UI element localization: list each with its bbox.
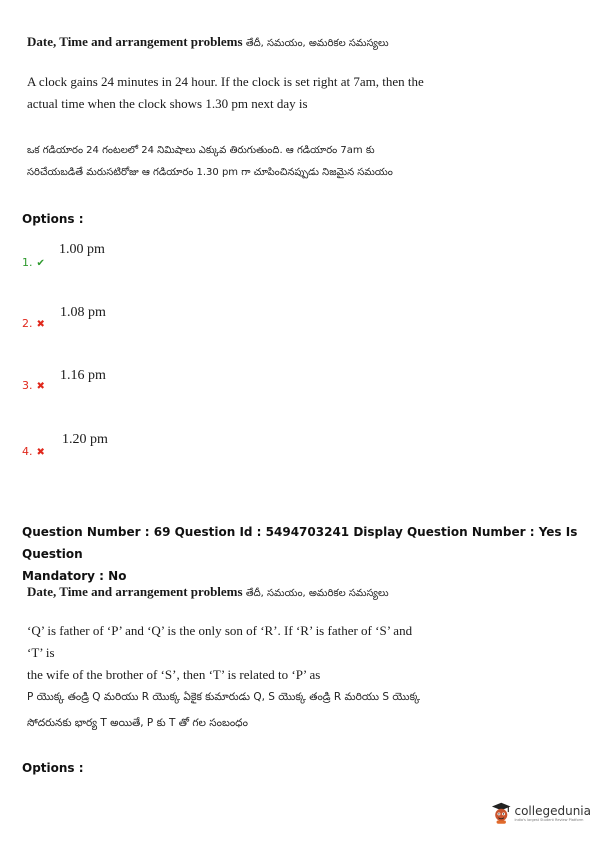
q2-question-te (27, 684, 447, 736)
option-number-text: 1. (22, 256, 33, 269)
q1-topic (27, 33, 389, 55)
q2-question-en-line: ‘Q’ is father of ‘P’ and ‘Q’ is the only son of ‘R’. If ‘R’ is father of ‘S’ and ‘T’ is (27, 623, 413, 660)
q2-topic-en: Date, Time and arrangement problems (27, 584, 243, 599)
q2-question-en (27, 620, 427, 686)
option-3[interactable] (22, 368, 162, 398)
cross-icon: ✖ (36, 381, 45, 392)
option-2[interactable] (22, 305, 162, 335)
option-4-text: 1.20 pm (62, 432, 108, 447)
q1-topic-en: Date, Time and arrangement problems (27, 34, 243, 49)
collegedunia-logo (491, 801, 591, 825)
q2-header-line: Question Number : 69 Question Id : 5494703241 Display Question Number : Yes Is Question (22, 525, 578, 561)
option-2-text: 1.08 pm (60, 305, 106, 320)
q1-topic-te: తేదీ, సమయం, అమరికల సమస్యలు (245, 38, 389, 49)
q2-header (22, 521, 582, 587)
q1-question-en-line: actual time when the clock shows 1.30 pm next day is (27, 96, 308, 111)
q2-question-te-line: సోదరునకు భార్య T అయితే, P కు T తో గల సంబంధం (27, 717, 248, 729)
graduate-mascot-icon (491, 801, 511, 825)
q2-options-label: Options : (22, 761, 84, 775)
option-3-text: 1.16 pm (60, 368, 106, 383)
q2-header-line: Mandatory : No (22, 569, 127, 583)
q2-question-en-line: the wife of the brother of ‘S’, then ‘T’ is related to ‘P’ as (27, 667, 321, 682)
q2-topic (27, 583, 389, 605)
option-2-number (22, 317, 45, 330)
cross-icon: ✖ (36, 447, 45, 458)
q1-question-en-line: A clock gains 24 minutes in 24 hour. If the clock is set right at 7am, then the (27, 74, 424, 89)
option-number-text: 3. (22, 379, 33, 392)
q1-question-te-line: ఒక గడియారం 24 గంటలలో 24 నిమిషాలు ఎక్కువ తిరుగుతుంది. ఆ గడియారం 7am కు (27, 145, 375, 156)
option-number-text: 4. (22, 445, 33, 458)
option-1-text: 1.00 pm (59, 242, 105, 257)
logo-tagline: India's largest Student Review Platform (514, 818, 584, 822)
q2-question-te-line: P యొక్క తండ్రి Q మరియు R యొక్క ఏకైక కుమారుడు Q, S యొక్క తండ్రి R మరియు S యొక్క (27, 691, 421, 703)
option-3-number (22, 379, 45, 392)
option-1[interactable] (22, 240, 162, 270)
cross-icon: ✖ (36, 319, 45, 330)
q2-topic-te: తేదీ, సమయం, అమరికల సమస్యలు (245, 588, 389, 599)
option-number-text: 2. (22, 317, 33, 330)
q1-question-te-line: సరిచేయబడితే మరుసటిరోజు ఆ గడియారం 1.30 pm గా చూపించినప్పుడు నిజమైన సమయం (27, 167, 393, 178)
option-4-number (22, 445, 45, 458)
check-icon: ✔ (36, 258, 45, 269)
q1-options-label: Options : (22, 212, 84, 226)
logo-name: collegedunia (514, 804, 591, 818)
q1-question-te (27, 140, 447, 184)
option-1-number (22, 256, 45, 269)
option-4[interactable] (22, 432, 162, 462)
q1-question-en (27, 71, 427, 115)
